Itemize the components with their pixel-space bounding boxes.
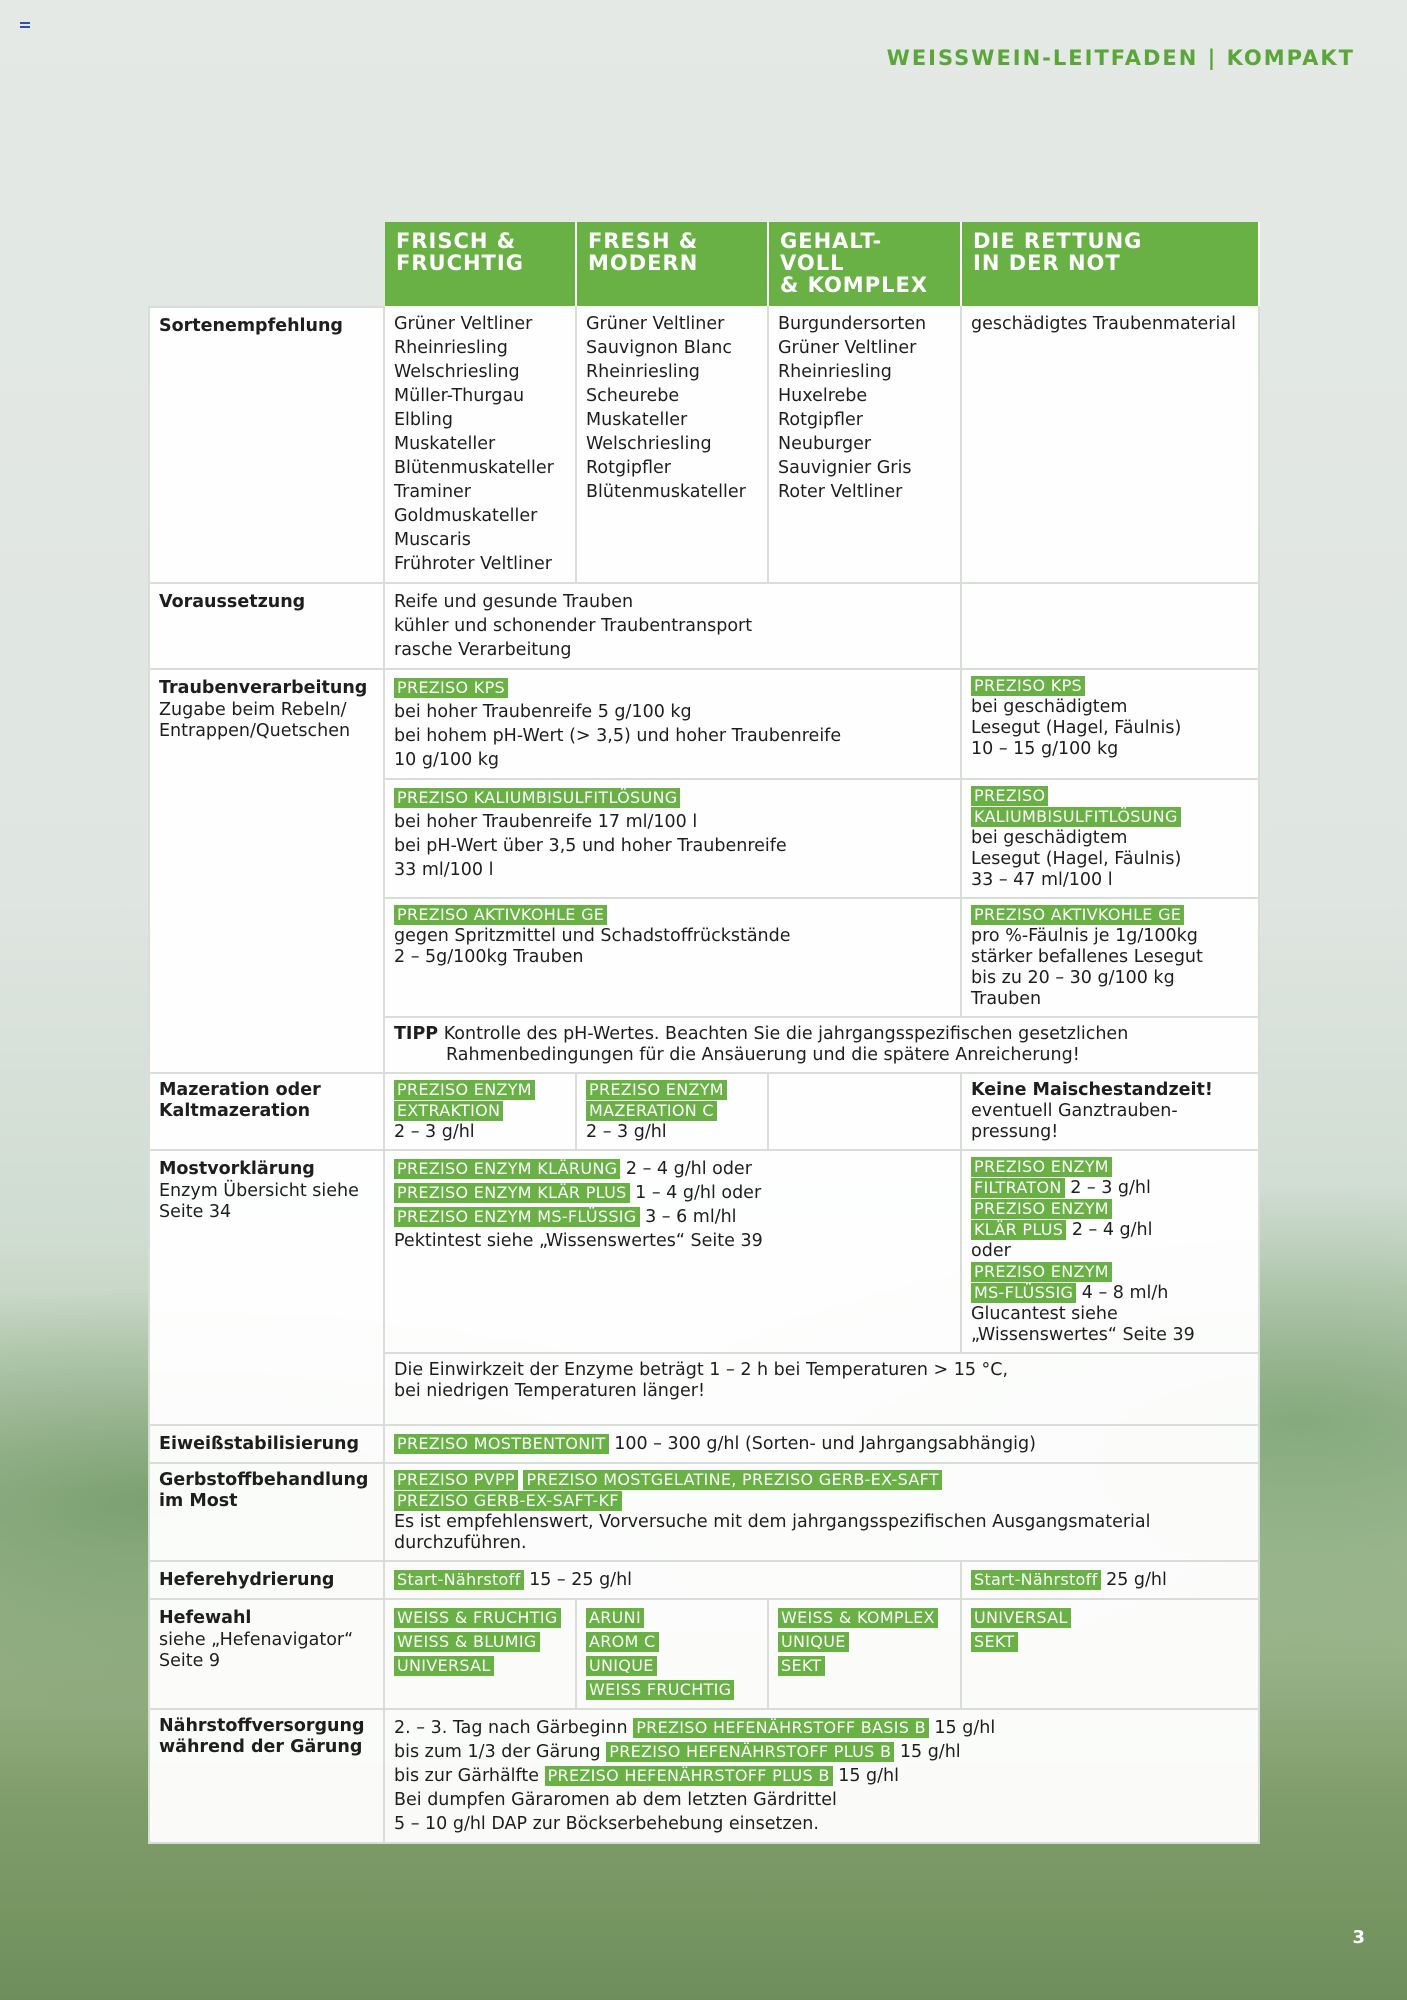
- product-tag: PREZISO GERB-EX-SAFT-KF: [394, 1491, 622, 1511]
- product-tag: PREZISO ENZYM: [394, 1080, 535, 1100]
- row-label-gerbstoff: Gerbstoffbehandlung im Most: [148, 1464, 385, 1562]
- yeast-tag: AROM C: [586, 1632, 659, 1652]
- yeast-tag: SEKT: [778, 1656, 825, 1676]
- voraussetzung-text: Reife und gesunde Trauben kühler und schonender Traubentransport rasche Verarbeitung: [385, 584, 962, 670]
- product-tag: PREZISO ENZYM KLÄR PLUS: [394, 1183, 630, 1203]
- product-tag: KALIUMBISULFITLÖSUNG: [971, 807, 1181, 827]
- page-number: 3: [1352, 1927, 1365, 1948]
- col-header-fresh: FRESH & MODERN: [577, 222, 769, 306]
- yeast-tag: WEISS & BLUMIG: [394, 1632, 540, 1652]
- einwirkzeit-note: Die Einwirkzeit der Enzyme beträgt 1 – 2 h bei Temperaturen > 15 °C, bei niedrigen Temperaturen länger!: [385, 1354, 1260, 1426]
- page-header-title: WEISSWEIN-LEITFADEN | KOMPAKT: [886, 46, 1355, 70]
- hefewahl-frisch: [385, 1600, 577, 1710]
- product-tag: PREZISO HEFENÄHRSTOFF PLUS B: [606, 1742, 894, 1762]
- mazeration-gehaltvoll: [769, 1074, 962, 1151]
- product-tag: MS-FLÜSSIG: [971, 1283, 1076, 1303]
- product-tag: Start-Nährstoff: [971, 1570, 1101, 1590]
- yeast-tag: WEISS FRUCHTIG: [586, 1680, 734, 1700]
- voraussetzung-rettung: [962, 584, 1260, 670]
- hefewahl-fresh: [577, 1600, 769, 1710]
- guide-table: [148, 222, 1260, 1844]
- product-tag: Start-Nährstoff: [394, 1570, 524, 1590]
- row-label-mostvorklaerung: Mostvorklärung Enzym Übersicht siehe Seite 34: [148, 1151, 385, 1426]
- product-tag: PREZISO MOSTGELATINE, PREZISO GERB-EX-SAFT: [523, 1470, 941, 1490]
- product-tag: PREZISO: [971, 786, 1048, 806]
- yeast-tag: UNIVERSAL: [394, 1656, 494, 1676]
- product-tag: FILTRATON: [971, 1178, 1065, 1198]
- product-tag: PREZISO HEFENÄHRSTOFF BASIS B: [633, 1718, 929, 1738]
- row-label-heferehydrierung: Heferehydrierung: [148, 1562, 385, 1600]
- yeast-tag: WEISS & KOMPLEX: [778, 1608, 938, 1628]
- naehrstoff-text: 2. – 3. Tag nach Gärbeginn PREZISO HEFENÄHRSTOFF BASIS B 15 g/hl bis zum 1/3 der Gärung PREZISO HEFENÄHRSTOFF PLUS B 15 g/hl bis zur Gärhälfte PREZISO HEFENÄHRSTOFF PLUS B 15 g/hl Bei dumpfen Gäraromen ab dem letzten Gärdrittel 5 – 10 g/hl DAP zur Böckserbehebung einsetzen.: [385, 1710, 1260, 1844]
- header-blank: [148, 222, 385, 306]
- hefewahl-rettung: [962, 1600, 1260, 1710]
- gerbstoff-text: PREZISO PVPP PREZISO MOSTGELATINE, PREZISO GERB-EX-SAFT PREZISO GERB-EX-SAFT-KF Es ist empfehlenswert, Vorversuche mit dem jahrgangsspezifischen Ausgangsmaterial durchzuführen.: [385, 1464, 1260, 1562]
- sorten-fresh: Grüner Veltliner Sauvignon Blanc Rheinriesling Scheurebe Muskateller Welschriesling Rotgipfler Blütenmuskateller: [577, 306, 769, 584]
- row-label-naehrstoff: Nährstoffversorgung während der Gärung: [148, 1710, 385, 1844]
- row-label-hefewahl: Hefewahl siehe „Hefenavigator“ Seite 9: [148, 1600, 385, 1710]
- mazeration-fresh: PREZISO ENZYM MAZERATION C 2 – 3 g/hl: [577, 1074, 769, 1151]
- product-tag: MAZERATION C: [586, 1101, 717, 1121]
- corner-mark-icon: [20, 22, 30, 28]
- kali-main: PREZISO KALIUMBISULFITLÖSUNG bei hoher Traubenreife 17 ml/100 l bei pH-Wert über 3,5 und hoher Traubenreife 33 ml/100 l: [385, 780, 962, 899]
- sorten-frisch: Grüner Veltliner Rheinriesling Welschriesling Müller-Thurgau Elbling Muskateller Blütenmuskateller Traminer Goldmuskateller Muscaris Frühroter Veltliner: [385, 306, 577, 584]
- mazeration-frisch: PREZISO ENZYM EXTRAKTION 2 – 3 g/hl: [385, 1074, 577, 1151]
- row-label-sorten: Sortenempfehlung: [148, 306, 385, 584]
- product-tag: KLÄR PLUS: [971, 1220, 1066, 1240]
- kali-rettung: PREZISO KALIUMBISULFITLÖSUNG bei geschädigtem Lesegut (Hagel, Fäulnis) 33 – 47 ml/100 l: [962, 780, 1260, 899]
- product-tag: PREZISO PVPP: [394, 1470, 518, 1490]
- yeast-tag: ARUNI: [586, 1608, 644, 1628]
- sorten-rettung: geschädigtes Traubenmaterial: [962, 306, 1260, 584]
- product-tag: PREZISO MOSTBENTONIT: [394, 1434, 609, 1454]
- mostvorklaerung-main: PREZISO ENZYM KLÄRUNG 2 – 4 g/hl oder PREZISO ENZYM KLÄR PLUS 1 – 4 g/hl oder PREZISO ENZYM MS-FLÜSSIG 3 – 6 ml/hl Pektintest siehe „Wissenswertes“ Seite 39: [385, 1151, 962, 1354]
- yeast-tag: UNIVERSAL: [971, 1608, 1071, 1628]
- product-tag: PREZISO ENZYM MS-FLÜSSIG: [394, 1207, 640, 1227]
- yeast-tag: UNIQUE: [586, 1656, 657, 1676]
- product-tag: PREZISO AKTIVKOHLE GE: [394, 905, 607, 925]
- row-label-traubenverarbeitung: Traubenverarbeitung Zugabe beim Rebeln/ Entrappen/Quetschen: [148, 670, 385, 1074]
- row-label-voraussetzung: Voraussetzung: [148, 584, 385, 670]
- sorten-gehaltvoll: Burgundersorten Grüner Veltliner Rheinriesling Huxelrebe Rotgipfler Neuburger Sauvignier Gris Roter Veltliner: [769, 306, 962, 584]
- mostvorklaerung-rettung: PREZISO ENZYM FILTRATON 2 – 3 g/hl PREZISO ENZYM KLÄR PLUS 2 – 4 g/hl oder PREZISO ENZYM MS-FLÜSSIG 4 – 8 ml/h Glucantest siehe „Wissenswertes“ Seite 39: [962, 1151, 1260, 1354]
- kps-main: PREZISO KPS bei hoher Traubenreife 5 g/100 kg bei hohem pH-Wert (> 3,5) und hoher Traubenreife 10 g/100 kg: [385, 670, 962, 780]
- col-header-frisch: FRISCH & FRUCHTIG: [385, 222, 577, 306]
- yeast-tag: WEISS & FRUCHTIG: [394, 1608, 561, 1628]
- col-header-gehaltvoll: GEHALT- VOLL & KOMPLEX: [769, 222, 962, 306]
- row-label-mazeration: Mazeration oder Kaltmazeration: [148, 1074, 385, 1151]
- product-tag: PREZISO AKTIVKOHLE GE: [971, 905, 1184, 925]
- product-tag: PREZISO ENZYM: [971, 1262, 1112, 1282]
- eiweiss-text: PREZISO MOSTBENTONIT 100 – 300 g/hl (Sorten- und Jahrgangsabhängig): [385, 1426, 1260, 1464]
- product-tag: PREZISO KALIUMBISULFITLÖSUNG: [394, 788, 680, 808]
- aktiv-rettung: PREZISO AKTIVKOHLE GE pro %-Fäulnis je 1g/100kg stärker befallenes Lesegut bis zu 20 – 30 g/100 kg Trauben: [962, 899, 1260, 1018]
- col-header-rettung: DIE RETTUNG IN DER NOT: [962, 222, 1260, 306]
- hefewahl-gehaltvoll: [769, 1600, 962, 1710]
- product-tag: PREZISO ENZYM: [971, 1199, 1112, 1219]
- product-tag: PREZISO ENZYM KLÄRUNG: [394, 1159, 620, 1179]
- kps-rettung: PREZISO KPS bei geschädigtem Lesegut (Hagel, Fäulnis) 10 – 15 g/100 kg: [962, 670, 1260, 780]
- product-tag: PREZISO HEFENÄHRSTOFF PLUS B: [545, 1766, 833, 1786]
- yeast-tag: UNIQUE: [778, 1632, 849, 1652]
- mazeration-rettung: Keine Maischestandzeit! eventuell Ganztrauben- pressung!: [962, 1074, 1260, 1151]
- yeast-tag: SEKT: [971, 1632, 1018, 1652]
- heferehydrierung-rettung: Start-Nährstoff 25 g/hl: [962, 1562, 1260, 1600]
- product-tag: PREZISO ENZYM: [971, 1157, 1112, 1177]
- row-label-eiweiss: Eiweißstabilisierung: [148, 1426, 385, 1464]
- product-tag: PREZISO KPS: [394, 678, 508, 698]
- product-tag: PREZISO KPS: [971, 676, 1085, 696]
- product-tag: EXTRAKTION: [394, 1101, 503, 1121]
- product-tag: PREZISO ENZYM: [586, 1080, 727, 1100]
- tipp-box: TIPP Kontrolle des pH-Wertes. Beachten Sie die jahrgangsspezifischen gesetzlichen Rahmenbedingungen für die Ansäuerung und die spätere Anreicherung!: [385, 1018, 1260, 1074]
- heferehydrierung-main: Start-Nährstoff 15 – 25 g/hl: [385, 1562, 962, 1600]
- aktiv-main: PREZISO AKTIVKOHLE GE gegen Spritzmittel und Schadstoffrückstände 2 – 5g/100kg Trauben: [385, 899, 962, 1018]
